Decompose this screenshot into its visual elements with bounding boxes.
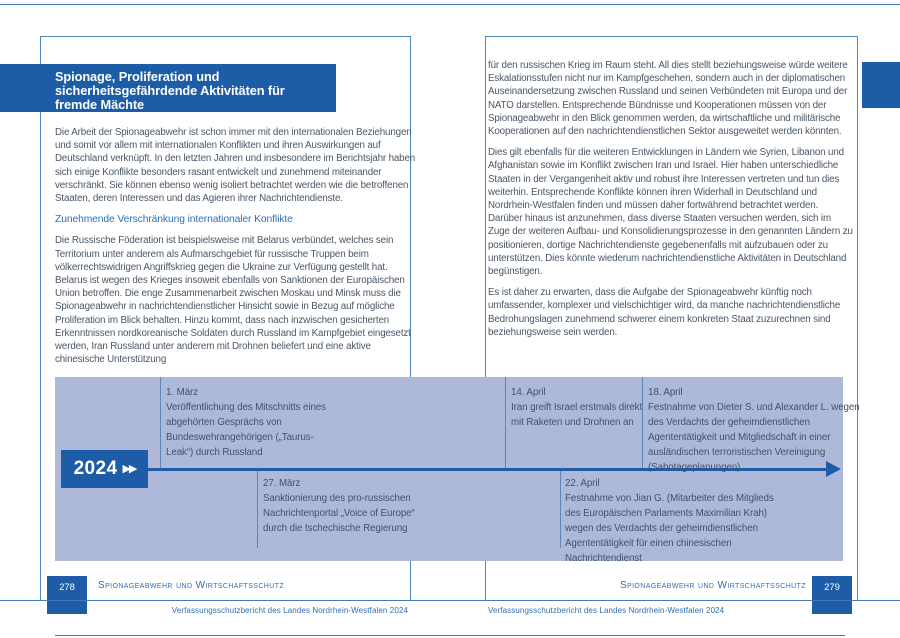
bottom-rule xyxy=(55,635,845,636)
event-date: 14. April xyxy=(511,387,546,398)
chapter-title: Spionage, Proliferation und sicherheitsgefährdende Aktivitäten für fremde Mächte xyxy=(55,69,285,113)
paragraph: Dies gilt ebenfalls für die weiteren Entwicklungen in Ländern wie Syrien, Libanon und Afghanistan sowie im Konflikt zwischen Iran und Israel. Hier haben unterschiedliche Staaten in der Vergangenheit aktiv und robust ihre Interessen vertreten und tun dies weiterhin. Entsprechende Konflikte können ihren Widerhall in Deutschland und Nordrhein-Westfalen finden und müssen daher fortwährend betrachtet werden. Darüber hinaus ist anzunehmen, dass diverse Staaten versuchen werden, sich im Zuge der weiteren Aufbau- und Konsolidierungsprozesse in den genannten Ländern zu positionieren, dortige Nachrichtendienste gegebenenfalls mit aufzubauen oder zu unterstützen. Dies könnte wiederum nachrichtendienstliche Aktivitäten in Deutschland begünstigen. xyxy=(488,147,853,278)
timeline-year-box xyxy=(61,450,148,488)
footer-rule xyxy=(0,600,900,601)
event-date: 1. März xyxy=(166,387,198,398)
fast-forward-icon: ▶▶ xyxy=(122,462,136,475)
timeline-event xyxy=(648,385,860,475)
event-text: Iran greift Israel erstmals direkt mit Raketen und Drohnen an xyxy=(511,402,643,428)
section-subheading: Zunehmende Verschränkung internationaler Konflikte xyxy=(55,214,293,226)
running-header: Spionageabwehr und Wirtschaftsschutz xyxy=(98,580,285,591)
timeline-event xyxy=(263,476,415,536)
timeline-connector xyxy=(160,377,161,468)
paragraph: für den russischen Krieg im Raum steht. All dies stellt beziehungsweise würde weitere Eskalationsstufen nicht nur im Kampfgeschehen, sondern auch in der diplomatischen Auseinandersetzung zwischen Russland und seinen Verbündeten mit Europa und der NATO darstellen. Entsprechende Bündnisse und Kooperationen müssen von der Spionageabwehr in den Blick genommen werden, da wirtschaftliche und militärische Kooperationen auf den nachrichtendienstlichen Sektor ausgeweitet werden könnten. xyxy=(488,60,848,138)
timeline-connector xyxy=(505,377,506,468)
timeline-connector xyxy=(257,471,258,548)
event-text: Veröffentlichung des Mitschnitts eines abgehörten Gesprächs von Bundeswehrangehörigen („Taurus-Leak“) durch Russland xyxy=(166,402,326,458)
timeline-event xyxy=(511,385,643,430)
right-page-body xyxy=(488,59,854,347)
paragraph: Es ist daher zu erwarten, dass die Aufgabe der Spionageabwehr künftig noch umfassender, komplexer und vielschichtiger wird, da manche nachrichtendienstliche Bedrohungslagen zunehmend schwerer einem konkreten Staat zuzurechnen sind beziehungsweise sein werden. xyxy=(488,287,841,338)
chapter-title-box xyxy=(0,64,336,112)
timeline-year-label: 2024 xyxy=(73,458,118,479)
timeline-band xyxy=(55,377,860,564)
book-footer: Verfassungsschutzbericht des Landes Nordrhein-Westfalen 2024 xyxy=(488,606,725,615)
page-number-badge: 278 xyxy=(47,576,87,614)
event-date: 27. März xyxy=(263,478,301,489)
left-page-body xyxy=(55,126,417,374)
timeline-event xyxy=(166,385,334,460)
top-rule xyxy=(0,4,900,5)
chapter-edge-tab xyxy=(862,62,900,108)
event-text: Festnahme von Jian G. (Mitarbeiter des Mitglieds des Europäischen Parlaments Maximilian Krah) wegen des Verdachts der geheimdienstlichen Agententätigkeit für einen chinesischen Nachrichtendienst xyxy=(565,493,774,564)
running-header: Spionageabwehr und Wirtschaftsschutz xyxy=(619,580,806,591)
event-date: 18. April xyxy=(648,387,683,398)
paragraph: Die Arbeit der Spionageabwehr ist schon immer mit den internationalen Beziehungen und somit vor allem mit internationalen Konflikten und ihren Auswirkungen auf Deutschland verknüpft. In den letzten Jahren und insbesondere im Berichtsjahr haben sich einige Konflikte besonders rasant entwickelt und zunehmend miteinander verschränkt. Sie können ebenso wenig isoliert betrachtet werden wie die betroffenen Staaten, deren Interessen und das Agieren ihrer Nachrichtendienste. xyxy=(55,127,416,205)
paragraph: Die Russische Föderation ist beispielsweise mit Belarus verbündet, welches sein Territorium unter anderem als Aufmarschgebiet für russische Truppen beim völkerrechtswidrigen Angriffskrieg gegen die Ukraine zur Verfügung gestellt hat. Belarus ist wegen des Krieges insoweit ebenfalls von Sanktionen der Europäischen Union betroffen. Die enge Zusammenarbeit zwischen Moskau und Minsk muss die Spionageabwehr in nachrichtendienstlicher Hinsicht sowie in Bezug auf mögliche Proliferation im Blick behalten. Hinzu kommt, dass nach inzwischen gesicherten Erkenntnissen nordkoreanische Soldaten durch Russland im Kampfgebiet eingesetzt werden, Iran Russland unter anderem mit Drohnen beliefert und eine aktive chinesische Unterstützung xyxy=(55,235,411,366)
timeline-connector xyxy=(560,471,561,548)
event-text: Festnahme von Dieter S. und Alexander L. wegen des Verdachts der geheimdienstlichen Agententätigkeit und Mitgliedschaft in einer ausländischen terroristischen Vereinigung (Sabotageplanungen) xyxy=(648,402,860,473)
event-text: Sanktionierung des pro-russischen Nachrichtenportal „Voice of Europe“ durch die tschechische Regierung xyxy=(263,493,415,534)
book-footer: Verfassungsschutzbericht des Landes Nordrhein-Westfalen 2024 xyxy=(171,606,408,615)
page-number-badge: 279 xyxy=(812,576,852,614)
timeline-event xyxy=(565,476,787,566)
event-date: 22. April xyxy=(565,478,600,489)
